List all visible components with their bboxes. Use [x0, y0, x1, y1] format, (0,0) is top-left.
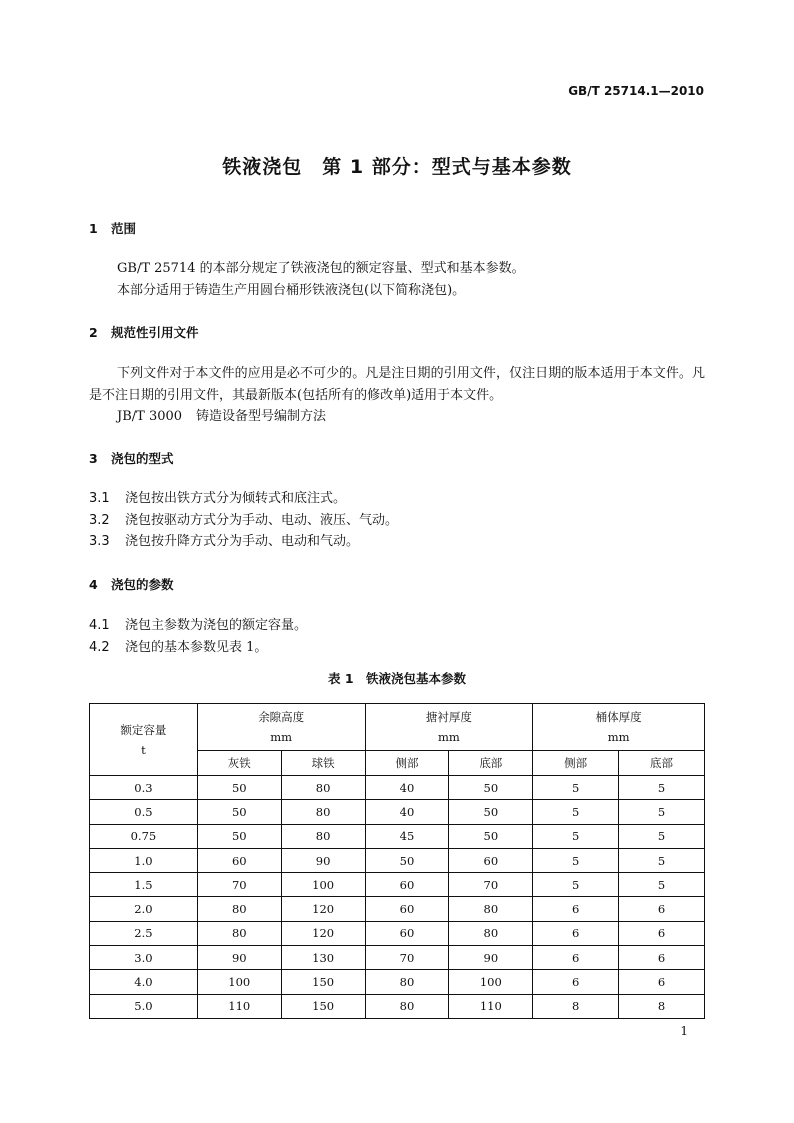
clause-text: 浇包按升降方式分为手动、电动和气动。 [125, 534, 360, 549]
table-cell: 100 [449, 970, 533, 994]
header-label: 额定容量 [120, 722, 167, 737]
table-cell: 60 [365, 921, 449, 945]
standard-code: GB/T 25714.1—2010 [568, 84, 704, 98]
table-cell: 6 [619, 897, 705, 921]
paragraph: 下列文件对于本文件的应用是必不可少的。凡是注日期的引用文件，仅注日期的版本适用于本文件。凡是不注日期的引用文件，其最新版本(包括所有的修改单)适用于本文件。 [89, 366, 705, 403]
section-3-heading [89, 448, 705, 470]
section-1-heading [89, 218, 705, 240]
section-title: 规范性引用文件 [111, 325, 199, 340]
clause-number: 3.1 [89, 491, 110, 506]
table-cell: 1.5 [90, 873, 198, 897]
table-cell: 2.5 [90, 921, 198, 945]
clause-number: 4.1 [89, 618, 110, 633]
table-cell: 5 [533, 776, 619, 800]
clause-text: 浇包按出铁方式分为倾转式和底注式。 [125, 491, 347, 506]
table-cell: 8 [533, 994, 619, 1018]
table-row [90, 946, 705, 970]
table-cell: 6 [533, 970, 619, 994]
section-1-body [89, 258, 705, 301]
table-body [90, 776, 705, 1019]
table-cell: 80 [365, 994, 449, 1018]
table-cell: 100 [197, 970, 281, 994]
table-cell: 3.0 [90, 946, 198, 970]
table-cell: 130 [281, 946, 365, 970]
table-cell: 90 [281, 848, 365, 872]
subheader-lining-side: 侧部 [365, 751, 449, 776]
table-cell: 6 [619, 921, 705, 945]
table-cell: 50 [449, 776, 533, 800]
table-cell: 8 [619, 994, 705, 1018]
table-cell: 90 [449, 946, 533, 970]
table-cell: 4.0 [90, 970, 198, 994]
table-cell: 5 [533, 800, 619, 824]
table-cell: 150 [281, 994, 365, 1018]
table-cell: 6 [619, 970, 705, 994]
clause-item [89, 637, 705, 659]
table-cell: 5 [533, 873, 619, 897]
table-cell: 90 [197, 946, 281, 970]
subheader-shell-side: 侧部 [533, 751, 619, 776]
table-cell: 6 [533, 921, 619, 945]
section-title: 浇包的参数 [111, 577, 174, 592]
header-unit: mm [270, 730, 293, 744]
clause-text: 浇包按驱动方式分为手动、电动、液压、气动。 [125, 512, 399, 528]
table-caption: 表 1 铁液浇包基本参数 [327, 671, 467, 686]
table-cell: 5 [619, 848, 705, 872]
table-cell: 70 [365, 946, 449, 970]
table-cell: 6 [533, 946, 619, 970]
clause-item [89, 488, 705, 510]
header-unit: mm [607, 730, 630, 744]
header-unit: mm [437, 730, 460, 744]
table-cell: 60 [365, 873, 449, 897]
section-2-body [89, 363, 705, 428]
table-cell: 110 [449, 994, 533, 1018]
clause-item [89, 510, 705, 532]
table-row [90, 921, 705, 945]
header-label: 余隙高度 [258, 710, 305, 724]
table-cell: 80 [281, 824, 365, 848]
section-3-items [89, 488, 705, 553]
table-cell: 50 [449, 824, 533, 848]
subheader-lining-bottom: 底部 [449, 751, 533, 776]
header-label: 搪衬厚度 [425, 710, 472, 724]
table-cell: 120 [281, 897, 365, 921]
page-number: 1 [680, 1024, 688, 1038]
table-row [90, 800, 705, 824]
table-cell: 5 [533, 848, 619, 872]
table-row [90, 873, 705, 897]
table-row [90, 897, 705, 921]
clause-number: 4.2 [89, 639, 110, 655]
table-cell: 6 [533, 897, 619, 921]
clause-item [89, 615, 705, 637]
header-lining [365, 704, 533, 751]
header-label: 桶体厚度 [595, 710, 642, 724]
table-cell: 80 [365, 970, 449, 994]
table-cell: 5 [619, 873, 705, 897]
clause-number: 3.3 [89, 534, 110, 549]
table-cell: 60 [449, 848, 533, 872]
table-cell: 5 [619, 800, 705, 824]
table-row [90, 994, 705, 1018]
table-cell: 5 [619, 824, 705, 848]
section-title: 浇包的型式 [111, 451, 174, 466]
table-cell: 5 [619, 776, 705, 800]
subheader-shell-bottom: 底部 [619, 751, 705, 776]
table-cell: 45 [365, 824, 449, 848]
clause-number: 3.2 [89, 512, 110, 528]
header-freeboard [197, 704, 365, 751]
paragraph: 本部分适用于铸造生产用圆台桶形铁液浇包(以下简称浇包)。 [117, 282, 466, 298]
header-capacity [90, 704, 198, 776]
table-cell: 1.0 [90, 848, 198, 872]
table-row [90, 970, 705, 994]
parameters-table [89, 703, 705, 1019]
table-cell: 70 [197, 873, 281, 897]
section-2-heading [89, 322, 705, 344]
table-cell: 80 [197, 921, 281, 945]
table-row [90, 824, 705, 848]
table-cell: 0.75 [90, 824, 198, 848]
table-cell: 2.0 [90, 897, 198, 921]
section-4-heading [89, 574, 705, 596]
reference-title: 铸造设备型号编制方法 [196, 409, 327, 424]
subheader-gray-iron: 灰铁 [197, 751, 281, 776]
table-cell: 50 [449, 800, 533, 824]
table-cell: 40 [365, 776, 449, 800]
section-number: 3 [89, 451, 98, 466]
table-cell: 50 [365, 848, 449, 872]
table-cell: 80 [197, 897, 281, 921]
table-cell: 5 [533, 824, 619, 848]
header-unit: t [141, 742, 146, 757]
table-cell: 40 [365, 800, 449, 824]
paragraph: GB/T 25714 的本部分规定了铁液浇包的额定容量、型式和基本参数。 [117, 261, 525, 276]
section-number: 1 [89, 221, 98, 236]
table-cell: 120 [281, 921, 365, 945]
table-cell: 50 [197, 800, 281, 824]
table-cell: 70 [449, 873, 533, 897]
table-row [90, 776, 705, 800]
table-cell: 6 [619, 946, 705, 970]
section-4-items [89, 615, 705, 658]
table-cell: 100 [281, 873, 365, 897]
section-number: 4 [89, 577, 98, 592]
table-cell: 110 [197, 994, 281, 1018]
table-cell: 80 [449, 921, 533, 945]
section-number: 2 [89, 325, 98, 340]
normative-reference [89, 406, 705, 428]
table-cell: 80 [281, 776, 365, 800]
table-cell: 50 [197, 824, 281, 848]
table-cell: 50 [197, 776, 281, 800]
clause-text: 浇包主参数为浇包的额定容量。 [125, 618, 308, 633]
table-row [90, 848, 705, 872]
table-cell: 0.3 [90, 776, 198, 800]
table-cell: 150 [281, 970, 365, 994]
table-cell: 0.5 [90, 800, 198, 824]
subheader-ductile-iron: 球铁 [281, 751, 365, 776]
table-cell: 80 [281, 800, 365, 824]
header-shell [533, 704, 705, 751]
table-cell: 5.0 [90, 994, 198, 1018]
clause-item [89, 531, 705, 553]
table-cell: 60 [197, 848, 281, 872]
document-title: 铁液浇包 第 1 部分：型式与基本参数 [222, 156, 572, 178]
clause-text: 浇包的基本参数见表 1。 [125, 639, 268, 655]
table-cell: 80 [449, 897, 533, 921]
section-title: 范围 [111, 221, 137, 236]
table-cell: 60 [365, 897, 449, 921]
reference-code: JB/T 3000 [117, 409, 183, 424]
